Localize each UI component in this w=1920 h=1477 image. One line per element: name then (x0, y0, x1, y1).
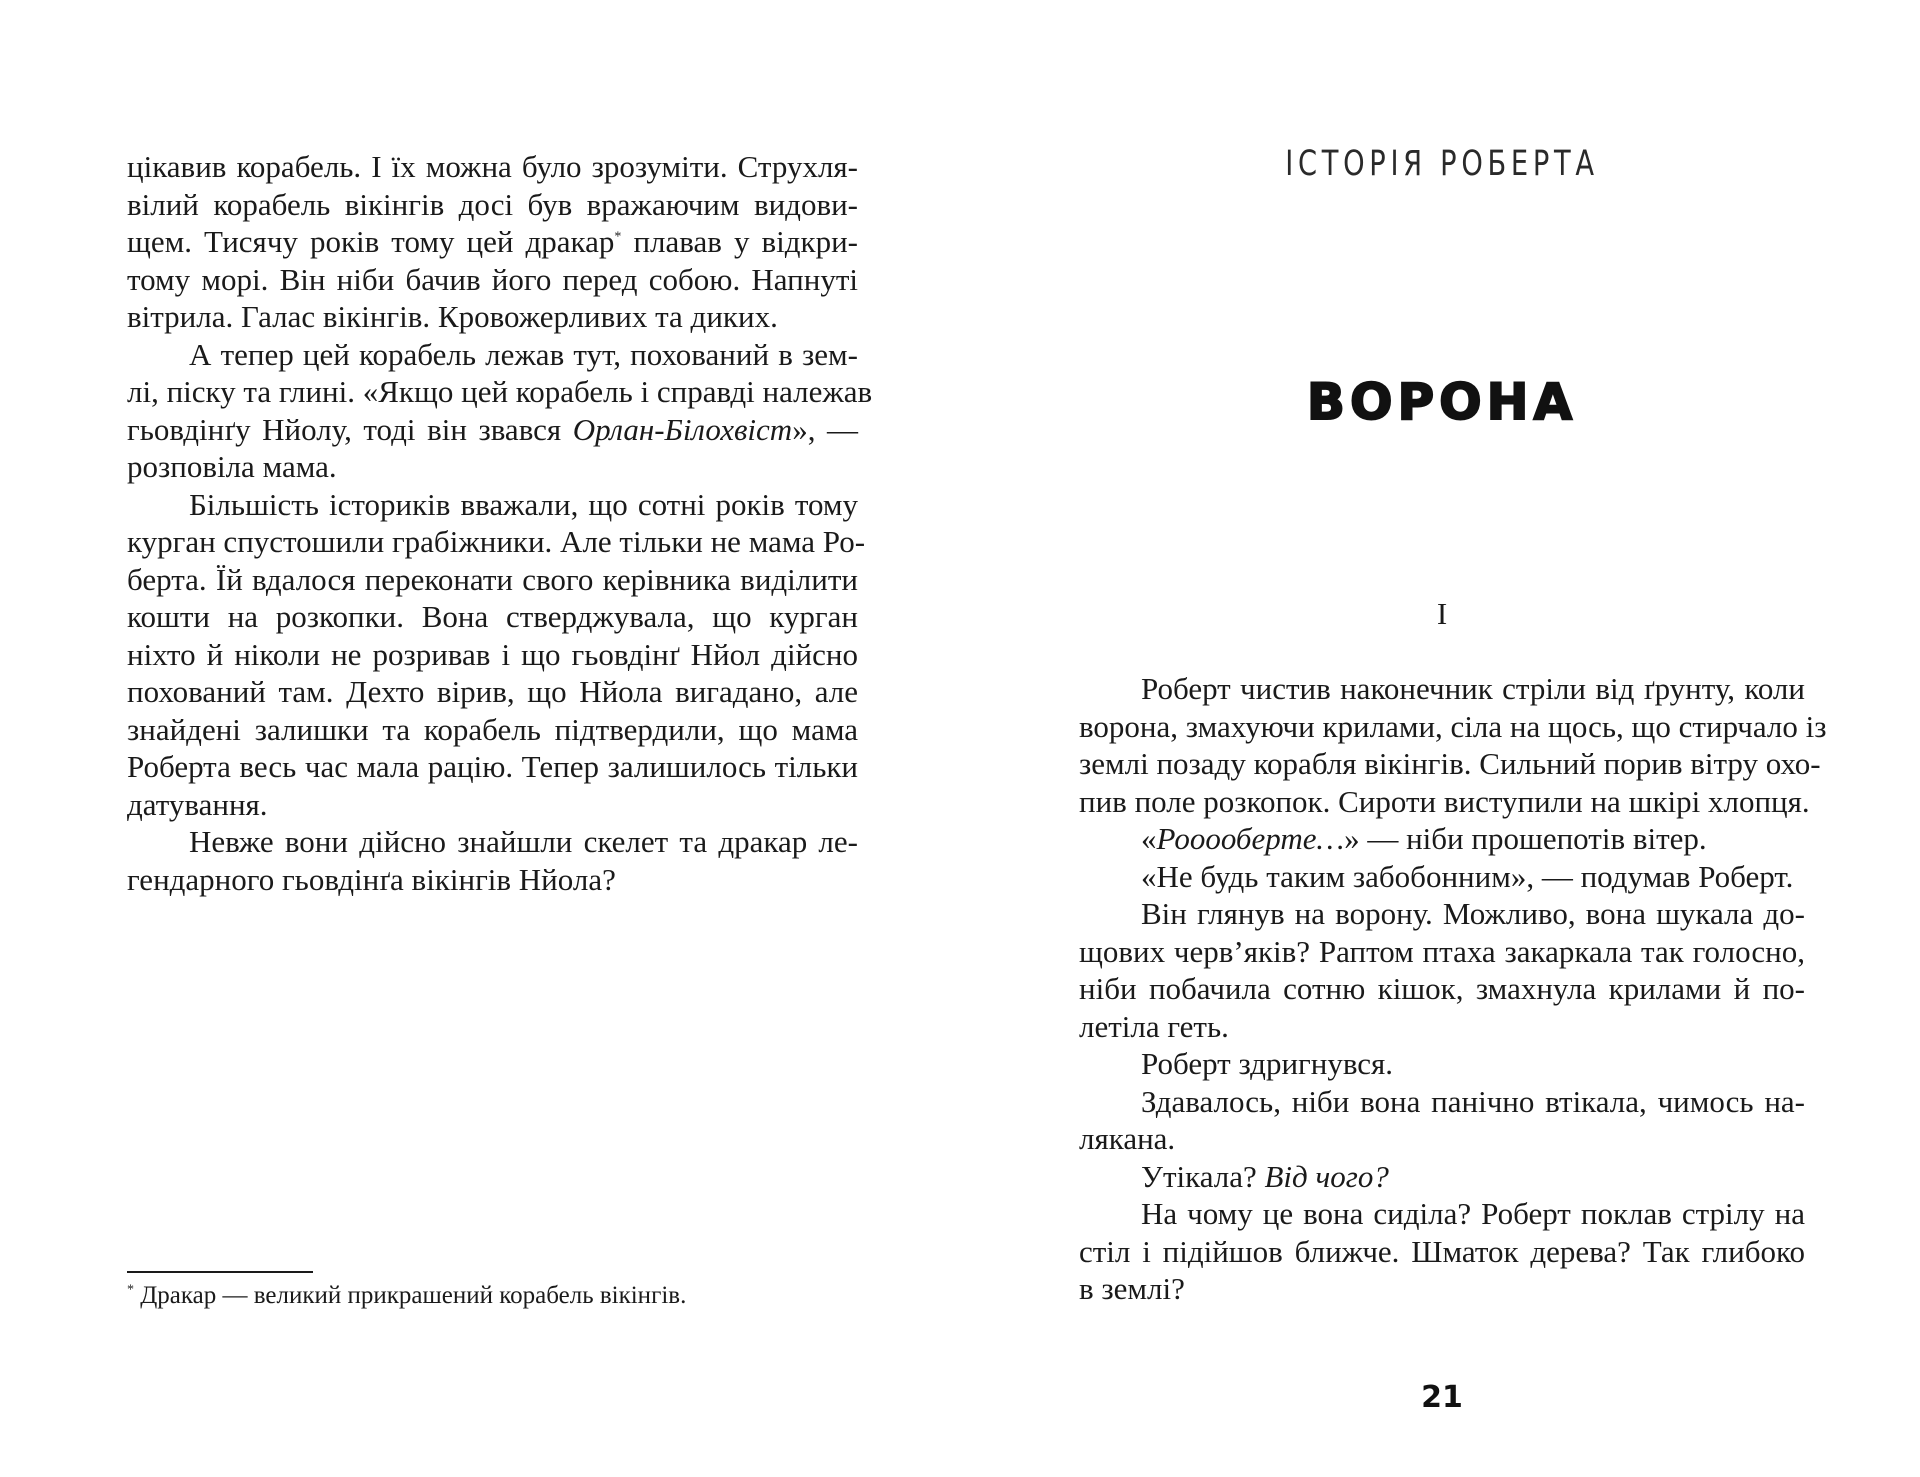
footnote-text: Дракар — великий прикрашений корабель вікінгів. (140, 1282, 687, 1309)
right-page-body (1079, 670, 1827, 1308)
left-page-body (127, 148, 873, 898)
text-line: вілий корабель вікінгів досі був вражаючим видови- (127, 186, 858, 222)
text-line: стіл і підійшов ближче. Шматок дерева? Так глибоко (1079, 1233, 1805, 1269)
text-line: ніби побачила сотню кішок, змахнула крилами й по- (1079, 971, 1805, 1006)
text-line: гьовдінґу Нйолу, тоді він звався Орлан-Білохвіст», — (127, 411, 858, 447)
text-line: кошти на розкопки. Вона стверджувала, що курган (127, 599, 858, 634)
page-number: 21 (1421, 1380, 1463, 1415)
text-line: знайдені залишки та корабель підтвердили, що мама (127, 711, 858, 747)
text-line: землі позаду корабля вікінгів. Сильний порив вітру охо- (1079, 746, 1821, 781)
text-line: датування. (127, 786, 268, 822)
footnote-mark: * (127, 1282, 134, 1298)
text-line: цікавив корабель. І їх можна було зрозуміти. Струхля- (127, 149, 858, 184)
footnote (127, 1281, 686, 1311)
italic-whisper: Рооооберте… (1156, 821, 1345, 856)
text-line: лі, піску та глині. «Якщо цей корабель і справді належав (127, 374, 873, 409)
text-line: вітрила. Галас вікінгів. Кровожерливих та диких. (127, 299, 778, 334)
text-line: щем. Тисячу років тому цей дракар* плавав у відкри- (127, 224, 858, 259)
text-line: На чому це вона сиділа? Роберт поклав стрілу на (1141, 1196, 1805, 1231)
text-line: розповіла мама. (127, 449, 337, 484)
text-line: курган спустошили грабіжники. Але тільки не мама Ро- (127, 524, 866, 559)
text-line: Здавалось, ніби вона панічно втікала, чимось на- (1141, 1083, 1805, 1119)
text-line: Утікала? Від чого? (1141, 1158, 1389, 1194)
footnote-reference: * (614, 229, 622, 245)
text-line: Більшість істориків вважали, що сотні років тому (189, 486, 858, 522)
text-line: ніхто й ніколи не розривав і що гьовдінґ Нйол дійсно (127, 636, 858, 672)
text-line: Роберт здригнувся. (1141, 1046, 1394, 1081)
text-line: в землі? (1079, 1271, 1185, 1306)
chapter-title: ВОРОНА (1306, 373, 1578, 431)
text-line: лякана. (1079, 1121, 1176, 1156)
text-line: тому морі. Він ніби бачив його перед собою. Напнуті (127, 261, 858, 297)
text-line: пив поле розкопок. Сироти виступили на шкірі хлопця. (1079, 783, 1810, 819)
italic-ship-name: Орлан-Білохвіст (572, 411, 793, 447)
text-line: похований там. Дехто вірив, що Нйола вигадано, але (127, 674, 858, 709)
text-line: «Рооооберте…» — ніби прошепотів вітер. (1141, 821, 1707, 856)
text-line: гендарного гьовдінґа вікінгів Нйола? (127, 861, 616, 897)
text-line: летіла геть. (1079, 1008, 1229, 1044)
text-line: ворона, змахуючи крилами, сіла на щось, що стирчало із (1079, 708, 1827, 744)
text-line: щових черв’яків? Раптом птаха закаркала так голосно, (1079, 933, 1805, 969)
text-line: Невже вони дійсно знайшли скелет та дракар ле- (189, 824, 858, 859)
text-line: Роберта весь час мала рацію. Тепер залишилось тільки (127, 749, 858, 784)
italic-question: Від чого? (1264, 1158, 1389, 1194)
running-head: ІСТОРІЯ РОБЕРТА (1285, 144, 1599, 184)
footnote-divider (127, 1271, 313, 1273)
text-line: берта. Їй вдалося переконати свого керівника виділити (127, 561, 858, 597)
text-line: «Не будь таким забобонним», — подумав Роберт. (1141, 858, 1794, 894)
text-line: Він глянув на ворону. Можливо, вона шукала до- (1141, 896, 1805, 931)
section-number: І (1436, 596, 1448, 631)
text-line: А тепер цей корабель лежав тут, похований в зем- (189, 336, 858, 372)
text-line: Роберт чистив наконечник стріли від ґрунту, коли (1141, 671, 1805, 706)
